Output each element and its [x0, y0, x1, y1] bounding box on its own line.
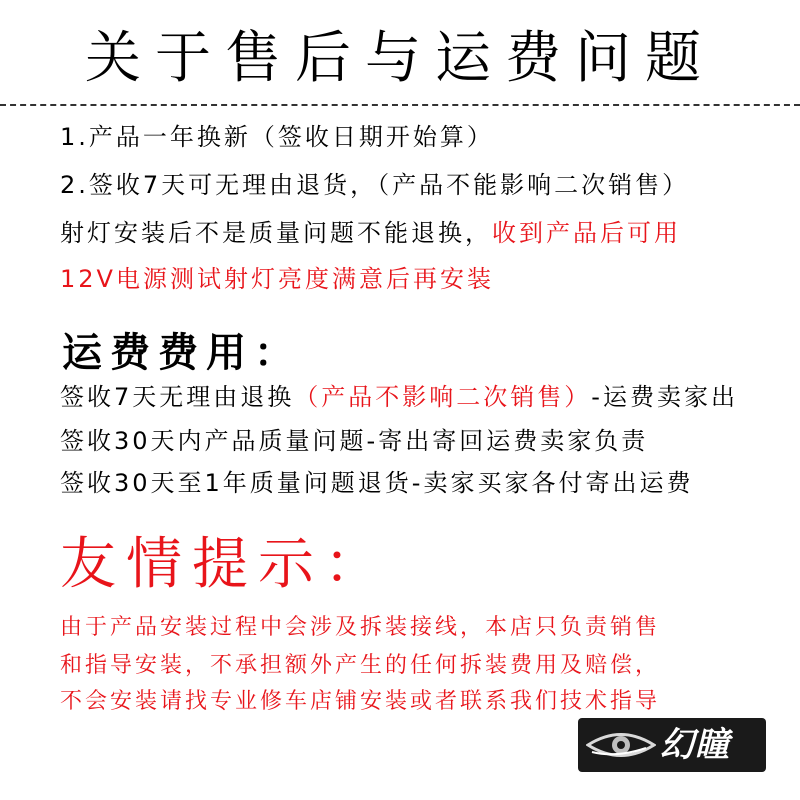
page-title: 关于售后与运费问题	[85, 26, 715, 91]
shipping-line-3: 签收30天至1年质量问题退货-卖家买家各付寄出运费	[60, 469, 694, 497]
rule-line-3-red: 收到产品后可用	[492, 219, 681, 247]
logo-text: 幻瞳	[660, 725, 730, 765]
rule-line-3-black: 射灯安装后不是质量问题不能退换，	[60, 219, 492, 247]
rule-line-1: 1.产品一年换新（签收日期开始算）	[60, 123, 494, 151]
tips-heading: 友情提示：	[60, 532, 390, 597]
shipping-line-1	[60, 382, 738, 412]
brand-logo	[578, 718, 766, 772]
eye-icon	[586, 728, 656, 762]
shipping-line-1-b: -运费卖家出	[591, 383, 738, 411]
rule-line-3	[60, 218, 681, 248]
shipping-heading: 运费费用：	[62, 330, 302, 376]
rule-line-2: 2.签收7天可无理由退货，（产品不能影响二次销售）	[60, 171, 690, 199]
shipping-line-1-red: （产品不影响二次销售）	[294, 383, 592, 411]
rule-line-4: 12V电源测试射灯亮度满意后再安装	[60, 265, 494, 293]
shipping-line-1-a: 签收7天无理由退换	[60, 383, 295, 411]
tip-line-3: 不会安装请找专业修车店铺安装或者联系我们技术指导	[60, 689, 661, 714]
tip-line-2: 和指导安装，不承担额外产生的任何拆装费用及赔偿，	[60, 653, 661, 678]
shipping-line-2: 签收30天内产品质量问题-寄出寄回运费卖家负责	[60, 427, 649, 455]
tip-line-1: 由于产品安装过程中会涉及拆装接线，本店只负责销售	[60, 615, 661, 640]
title-divider	[0, 104, 800, 106]
